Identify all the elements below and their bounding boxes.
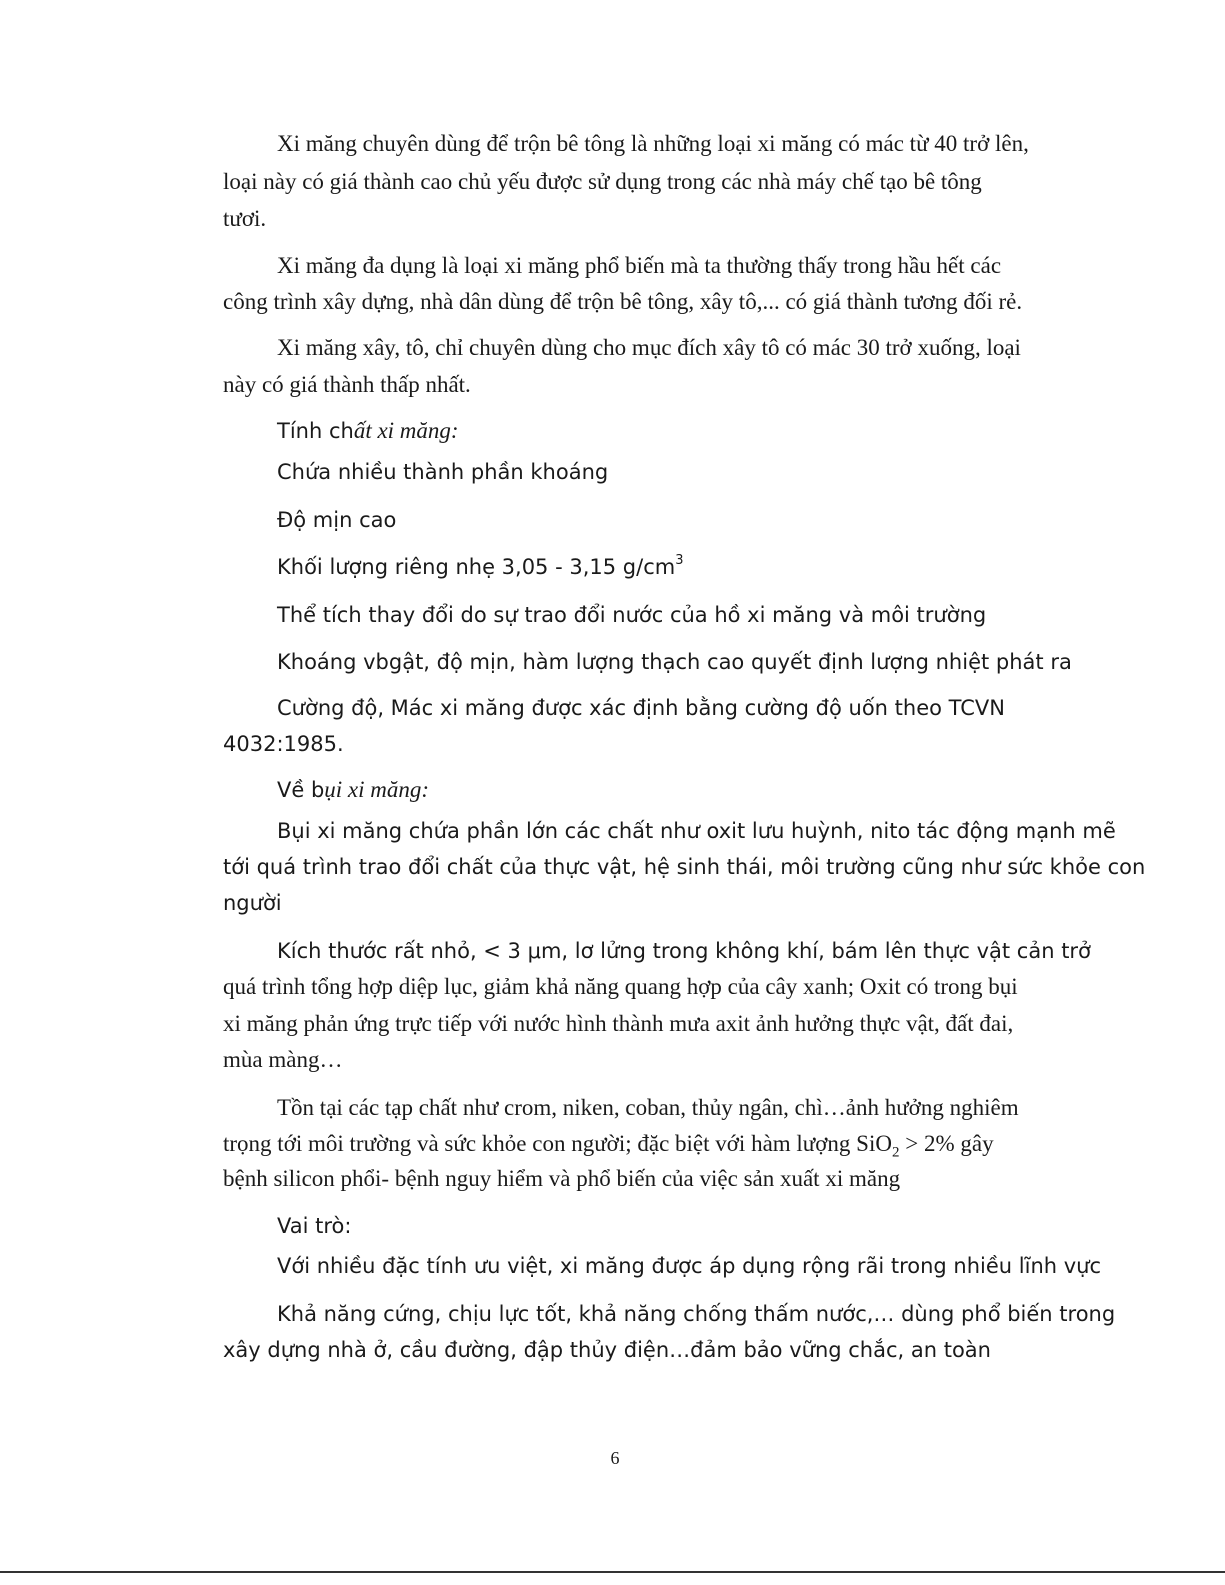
paragraph-line: Bụi xi măng chứa phần lớn các chất như oxit lưu huỳnh, nito tác động mạnh mẽ (277, 819, 1116, 843)
heading-text: Tính ch (277, 419, 354, 443)
paragraph-line: xi măng phản ứng trực tiếp với nước hình thành mưa axit ảnh hưởng thực vật, đất đai, (223, 1011, 1014, 1036)
section-heading-properties (277, 417, 459, 445)
property-item-continued: 4032:1985. (223, 732, 344, 756)
heading-text-italic: ụi xi măng: (324, 777, 430, 802)
text-segment: > 2% gây (899, 1131, 994, 1156)
subscript: 2 (891, 1144, 900, 1161)
text-segment: trọng tới môi trường và sức khỏe con người; đặc biệt với hàm lượng SiO (223, 1131, 892, 1156)
property-text: Cường độ, Mác xi măng được xác định bằng cường độ uốn theo TCVN (277, 696, 1005, 720)
paragraph-line: công trình xây dựng, nhà dân dùng để trộn bê tông, xây tô,... có giá thành tương đối rẻ. (223, 289, 1023, 314)
section-heading-dust (277, 776, 429, 804)
paragraph-line: Với nhiều đặc tính ưu việt, xi măng được áp dụng rộng rãi trong nhiều lĩnh vực (277, 1254, 1102, 1278)
property-item: Độ mịn cao (277, 508, 397, 532)
paragraph-line: này có giá thành thấp nhất. (223, 372, 471, 397)
page-number: 6 (610, 1448, 620, 1468)
paragraph-line: bệnh silicon phổi- bệnh nguy hiểm và phổ biến của việc sản xuất xi măng (223, 1166, 901, 1191)
heading-text: Về b (277, 778, 325, 802)
heading-text-italic: ất xi măng: (353, 418, 459, 443)
property-item: Chứa nhiều thành phần khoáng (277, 460, 609, 484)
paragraph-line: loại này có giá thành cao chủ yếu được sử dụng trong các nhà máy chế tạo bê tông (223, 169, 982, 194)
paragraph-line: xây dựng nhà ở, cầu đường, đập thủy điện…đảm bảo vững chắc, an toàn (223, 1338, 991, 1362)
paragraph-line: tới quá trình trao đổi chất của thực vật, hệ sinh thái, môi trường cũng như sức khỏe con (223, 855, 1146, 879)
paragraph-line: Khả năng cứng, chịu lực tốt, khả năng chống thấm nước,… dùng phổ biến trong (277, 1302, 1116, 1326)
property-item (277, 553, 683, 581)
page-bottom-border (0, 1571, 1225, 1573)
paragraph-line: Xi măng đa dụng là loại xi măng phổ biến mà ta thường thấy trong hầu hết các (277, 253, 1002, 278)
paragraph-line: Kích thước rất nhỏ, < 3 μm, lơ lửng trong không khí, bám lên thực vật cản trở (277, 939, 1091, 963)
paragraph-line: Tồn tại các tạp chất như crom, niken, coban, thủy ngân, chì…ảnh hưởng nghiêm (277, 1095, 1019, 1120)
paragraph-line: Xi măng chuyên dùng để trộn bê tông là những loại xi măng có mác từ 40 trở lên, (277, 131, 1029, 156)
paragraph-line: mùa màng… (223, 1047, 343, 1072)
property-item: Thể tích thay đổi do sự trao đổi nước của hồ xi măng và môi trường (277, 603, 987, 627)
section-heading-role: Vai trò: (277, 1214, 352, 1238)
superscript: 3 (675, 553, 684, 568)
paragraph-line: người (223, 891, 282, 915)
property-text: Khối lượng riêng nhẹ 3,05 - 3,15 g/cm (277, 555, 676, 579)
paragraph-line (223, 1130, 994, 1161)
paragraph-line: tươi. (223, 206, 267, 231)
property-item: Khoáng vbgật, độ mịn, hàm lượng thạch cao quyết định lượng nhiệt phát ra (277, 650, 1072, 674)
property-item (277, 694, 1067, 722)
paragraph-line: quá trình tổng hợp diệp lục, giảm khả năng quang hợp của cây xanh; Oxit có trong bụi (223, 974, 1018, 999)
paragraph-line: Xi măng xây, tô, chỉ chuyên dùng cho mục đích xây tô có mác 30 trở xuống, loại (277, 335, 1021, 360)
